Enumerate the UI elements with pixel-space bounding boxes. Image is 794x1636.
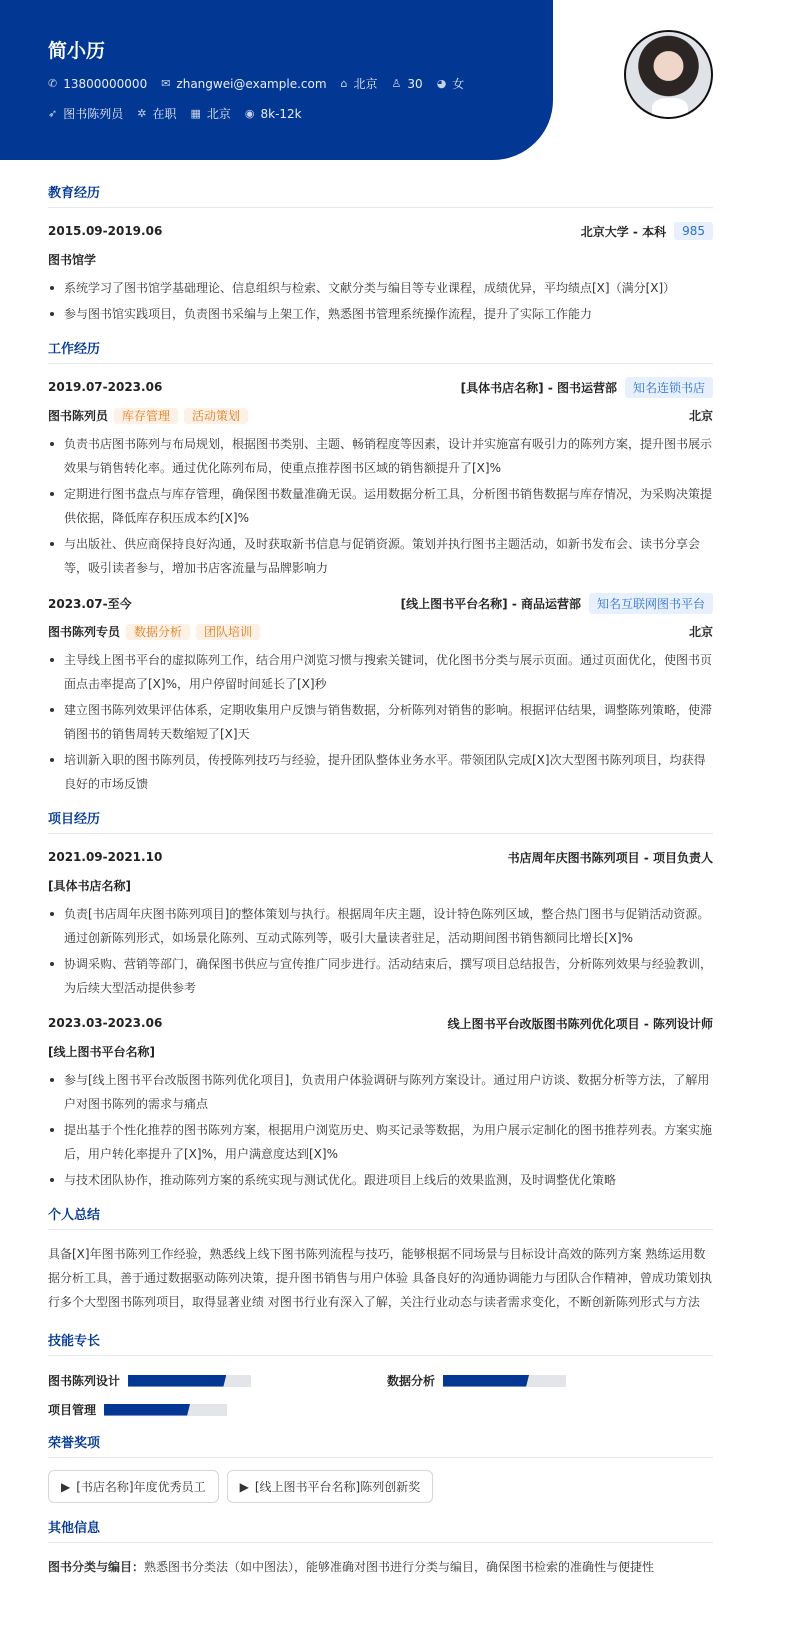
- school: 北京大学 - 本科: [580, 224, 667, 239]
- project-name: 线上图书平台改版图书陈列优化项目 - 陈列设计师: [447, 1016, 713, 1031]
- company-tag: 知名互联网图书平台: [589, 593, 713, 614]
- role: 图书陈列专员: [48, 624, 121, 639]
- awards-section: [48, 1432, 713, 1503]
- work-entry: [48, 592, 713, 796]
- building-icon: ▦: [190, 107, 201, 120]
- skill-name: 图书陈列设计: [48, 1374, 121, 1388]
- bullet-list: [48, 648, 713, 796]
- major: 图书馆学: [48, 252, 97, 267]
- city: 北京: [688, 624, 713, 639]
- org-line: [48, 1040, 713, 1062]
- resume-header: [0, 0, 553, 160]
- company-tag: 知名连锁书店: [625, 377, 713, 398]
- bullet-list: [48, 432, 713, 580]
- list-item: 参与图书馆实践项目，负责图书采编与上架工作，熟悉图书管理系统操作流程，提升了实际工作能力: [48, 302, 713, 326]
- section-title: 技能专长: [48, 1330, 713, 1356]
- gender-icon: ◕: [436, 77, 447, 90]
- section-title: 项目经历: [48, 808, 713, 834]
- work-section: [48, 338, 713, 796]
- list-item: 与技术团队协作，推动陈列方案的系统实现与测试优化。跟进项目上线后的效果监测，及时调整优化策略: [48, 1168, 713, 1192]
- other-text: 熟悉图书分类法（如中图法），能够准确对图书进行分类与编目，确保图书检索的准确性与便捷性: [144, 1560, 655, 1574]
- list-item: 提出基于个性化推荐的图书陈列方案，根据用户浏览历史、购买记录等数据，为用户展示定制化的图书推荐列表。方案实施后，用户转化率提升了[X]%，用户满意度达到[X]%: [48, 1118, 713, 1166]
- role-line: [48, 620, 713, 642]
- date: 2021.09-2021.10: [48, 850, 163, 864]
- role-group: [48, 407, 248, 424]
- candidate-name: 简小历: [48, 40, 106, 62]
- list-item: 参与[线上图书平台改版图书陈列优化项目]，负责用户体验调研与陈列方案设计。通过用户访谈、数据分析等方法，了解用户对图书陈列的需求与痛点: [48, 1068, 713, 1116]
- skill-item: [48, 1401, 387, 1418]
- organization: [线上图书平台名称]: [48, 1044, 155, 1059]
- company: [具体书店名称] - 图书运营部: [460, 380, 617, 395]
- award-item: [48, 1470, 219, 1503]
- skill-bar-fill: [443, 1375, 529, 1387]
- skill-bar: [443, 1375, 566, 1387]
- skill-tag: 活动策划: [184, 408, 248, 424]
- bullet-list: [48, 902, 713, 1000]
- avatar: [624, 30, 713, 119]
- skill-tag: 团队培训: [196, 624, 260, 640]
- phone: 13800000000: [63, 76, 148, 91]
- entry-header: [48, 376, 713, 398]
- org-line: [48, 874, 713, 896]
- triangle-icon: ▶: [61, 1479, 71, 1494]
- school-tag: 985: [674, 222, 713, 240]
- date: 2015.09-2019.06: [48, 224, 163, 238]
- organization: [具体书店名称]: [48, 878, 131, 893]
- bullet-list: [48, 1068, 713, 1192]
- company-info: [401, 593, 713, 614]
- skill-bar-fill: [128, 1375, 226, 1387]
- other-label: 图书分类与编目：: [48, 1560, 145, 1574]
- section-title: 荣誉奖项: [48, 1432, 713, 1458]
- role: 图书陈列员: [48, 408, 109, 423]
- skill-tag: 数据分析: [126, 624, 190, 640]
- list-item: 主导线上图书平台的虚拟陈列工作，结合用户浏览习惯与搜索关键词，优化图书分类与展示页面。通过页面优化，使图书页面点击率提高了[X]%，用户停留时间延长了[X]秒: [48, 648, 713, 696]
- award-label: [线上图书平台名称]陈列创新奖: [254, 1480, 421, 1494]
- award-label: [书店名称]年度优秀员工: [76, 1480, 206, 1494]
- position: 图书陈列员: [63, 107, 124, 121]
- skill-item: [387, 1372, 713, 1389]
- list-item: 负责[书店周年庆图书陈列项目]的整体策划与执行。根据周年庆主题，设计特色陈列区域，整合热门图书与促销活动资源。通过创新陈列形式，如场景化陈列、互动式陈列等，吸引大量读者驻足，活动期间图书销售额同比增长[X]%: [48, 902, 713, 950]
- job-intent-row: [48, 105, 553, 122]
- list-item: 与出版社、供应商保持良好沟通，及时获取新书信息与促销资源。策划并执行图书主题活动，如新书发布会、读书分享会等，吸引读者参与，增加书店客流量与品牌影响力: [48, 532, 713, 580]
- phone-icon: ✆: [48, 77, 58, 90]
- company-info: [461, 377, 713, 398]
- education-section: [48, 182, 713, 326]
- hometown: 北京: [353, 77, 378, 91]
- other-section: [48, 1517, 713, 1579]
- salary: 8k-12k: [260, 106, 302, 121]
- age-icon: ♙: [391, 77, 402, 90]
- triangle-icon: ▶: [239, 1479, 249, 1494]
- section-title: 工作经历: [48, 338, 713, 364]
- project-entry: [48, 846, 713, 1000]
- status: 在职: [152, 107, 177, 121]
- skill-bar-fill: [104, 1404, 190, 1416]
- skills-section: [48, 1330, 713, 1418]
- city: 北京: [206, 107, 231, 121]
- age: 30: [407, 76, 423, 91]
- list-item: 协调采购、营销等部门，确保图书供应与宣传推广同步进行。活动结束后，撰写项目总结报告，分析陈列效果与经验教训，为后续大型活动提供参考: [48, 952, 713, 1000]
- section-title: 其他信息: [48, 1517, 713, 1543]
- gender: 女: [452, 77, 465, 91]
- role-line: [48, 404, 713, 426]
- skill-name: 项目管理: [48, 1403, 97, 1417]
- list-item: 定期进行图书盘点与库存管理，确保图书数量准确无误。运用数据分析工具，分析图书销售数据与库存情况，为采购决策提供依据，降低库存积压成本约[X]%: [48, 482, 713, 530]
- entry-header: [48, 846, 713, 868]
- list-item: 系统学习了图书馆学基础理论、信息组织与检索、文献分类与编目等专业课程，成绩优异，平均绩点[X]（满分[X]）: [48, 276, 713, 300]
- company: [线上图书平台名称] - 商品运营部: [400, 596, 581, 611]
- project-entry: [48, 1012, 713, 1192]
- list-item: 培训新入职的图书陈列员，传授陈列技巧与经验，提升团队整体业务水平。带领团队完成[X]次大型图书陈列项目，均获得良好的市场反馈: [48, 748, 713, 796]
- section-title: 个人总结: [48, 1204, 713, 1230]
- salary-icon: ◉: [244, 107, 255, 120]
- city: 北京: [688, 408, 713, 423]
- project-name: 书店周年庆图书陈列项目 - 项目负责人: [507, 850, 713, 865]
- list-item: 建立图书陈列效果评估体系，定期收集用户反馈与销售数据，分析陈列对销售的影响。根据评估结果，调整陈列策略，使滞销图书的销售周转天数缩短了[X]天: [48, 698, 713, 746]
- project-section: [48, 808, 713, 1192]
- skill-item: [48, 1372, 387, 1389]
- summary-section: [48, 1204, 713, 1314]
- skill-bar: [104, 1404, 227, 1416]
- email: zhangwei@example.com: [176, 76, 327, 91]
- section-title: 教育经历: [48, 182, 713, 208]
- send-icon: ➶: [48, 107, 58, 120]
- summary-text: 具备[X]年图书陈列工作经验，熟悉线上线下图书陈列流程与技巧，能够根据不同场景与目标设计高效的陈列方案 熟练运用数据分析工具，善于通过数据驱动陈列决策，提升图书销售与用户体验 具备良好的沟通协调能力与团队合作精神，曾成功策划执行多个大型图书陈列项目，取得显著业绩 对图书行业有深入了解，关注行业动态与读者需求变化，不断创新陈列形式与方法: [48, 1247, 712, 1309]
- contact-row: [48, 75, 553, 92]
- skill-name: 数据分析: [387, 1374, 436, 1388]
- entry-header: [48, 1012, 713, 1034]
- home-icon: ⌂: [340, 77, 348, 90]
- skill-tag: 库存管理: [114, 408, 178, 424]
- status-icon: ✲: [137, 107, 147, 120]
- list-item: 负责书店图书陈列与布局规划，根据图书类别、主题、畅销程度等因素，设计并实施富有吸引力的陈列方案，提升图书展示效果与销售转化率。通过优化陈列布局，使重点推荐图书区域的销售额提升了[X]%: [48, 432, 713, 480]
- award-item: [227, 1470, 434, 1503]
- date: 2023.07-至今: [48, 596, 132, 611]
- role-group: [48, 623, 260, 640]
- date: 2019.07-2023.06: [48, 380, 163, 394]
- date: 2023.03-2023.06: [48, 1016, 163, 1030]
- email-icon: ✉: [161, 77, 171, 90]
- work-entry: [48, 376, 713, 580]
- skill-bar: [128, 1375, 251, 1387]
- entry-header: [48, 592, 713, 614]
